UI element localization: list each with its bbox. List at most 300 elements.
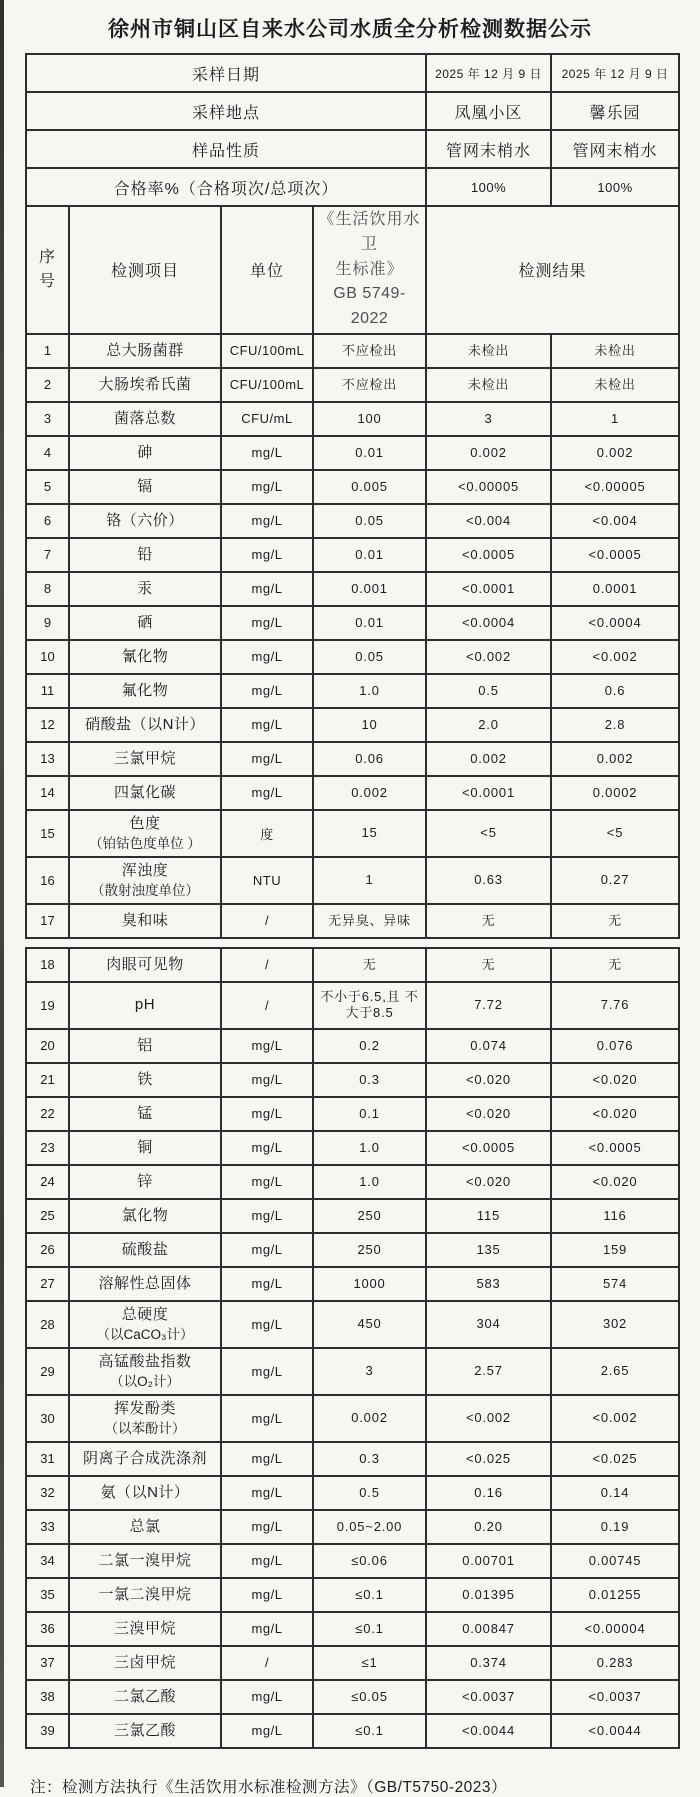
cell-result-2: 159 (551, 1233, 679, 1267)
cell-seq: 33 (26, 1510, 69, 1544)
cell-item-subline: （散射浊度单位） (91, 882, 199, 898)
result-row (26, 1395, 679, 1442)
cell-standard: 0.005 (313, 470, 426, 504)
sample-location-value-2: 馨乐园 (551, 92, 679, 130)
header-result: 检测结果 (426, 206, 679, 334)
cell-result-1: <0.020 (426, 1097, 551, 1131)
cell-result-1: 无 (426, 904, 551, 938)
result-row (26, 1646, 679, 1680)
result-row (26, 1476, 679, 1510)
cell-seq: 35 (26, 1578, 69, 1612)
result-row (26, 1131, 679, 1165)
cell-unit: NTU (221, 857, 313, 904)
cell-item: 三卤甲烷 (69, 1646, 221, 1680)
cell-item: 锌 (69, 1165, 221, 1199)
cell-result-2: <0.0037 (551, 1680, 679, 1714)
cell-standard: 0.001 (313, 572, 426, 606)
cell-seq: 2 (26, 368, 69, 402)
cell-result-1: 0.20 (426, 1510, 551, 1544)
cell-unit: mg/L (221, 1680, 313, 1714)
result-row (26, 948, 679, 982)
cell-standard: 15 (313, 810, 426, 857)
cell-standard: 1 (313, 857, 426, 904)
cell-result-1: 0.00847 (426, 1612, 551, 1646)
result-row (26, 606, 679, 640)
cell-item: 铝 (69, 1029, 221, 1063)
result-row (26, 640, 679, 674)
cell-unit: mg/L (221, 674, 313, 708)
cell-seq: 12 (26, 708, 69, 742)
results-body-lower (26, 948, 679, 1748)
cell-seq: 31 (26, 1442, 69, 1476)
cell-result-1: 未检出 (426, 368, 551, 402)
header-seq-line1: 序 (38, 248, 56, 266)
result-row (26, 904, 679, 938)
cell-item: 三氯甲烷 (69, 742, 221, 776)
cell-seq: 17 (26, 904, 69, 938)
result-row (26, 504, 679, 538)
cell-item: 氨（以N计） (69, 1476, 221, 1510)
cell-result-2: 0.19 (551, 1510, 679, 1544)
cell-seq: 6 (26, 504, 69, 538)
cell-result-1: 0.002 (426, 436, 551, 470)
cell-result-1: 0.01395 (426, 1578, 551, 1612)
pass-rate-label: 合格率%（合格项次/总项次） (26, 168, 426, 206)
cell-unit: mg/L (221, 1510, 313, 1544)
cell-item: 总硬度 （以CaCO₃计） (69, 1301, 221, 1348)
sample-location-label: 采样地点 (26, 92, 426, 130)
cell-item: 浑浊度 （散射浊度单位） (69, 857, 221, 904)
cell-item: 铜 (69, 1131, 221, 1165)
cell-result-2: 1 (551, 402, 679, 436)
cell-unit: mg/L (221, 742, 313, 776)
cell-unit: / (221, 948, 313, 982)
cell-standard: ≤0.1 (313, 1612, 426, 1646)
result-row (26, 1267, 679, 1301)
cell-standard: 0.002 (313, 776, 426, 810)
sample-nature-label: 样品性质 (26, 130, 426, 168)
result-row (26, 674, 679, 708)
cell-result-2: 2.65 (551, 1348, 679, 1395)
cell-item: 三氯乙酸 (69, 1714, 221, 1748)
cell-item: 镉 (69, 470, 221, 504)
cell-seq: 5 (26, 470, 69, 504)
cell-item: 菌落总数 (69, 402, 221, 436)
cell-item-subline: （以苯酚计） (104, 1420, 186, 1436)
cell-seq: 8 (26, 572, 69, 606)
method-note: 注：检测方法执行《生活饮用水标准检测方法》（GB/T5750-2023） (30, 1778, 508, 1796)
cell-seq: 38 (26, 1680, 69, 1714)
cell-item: 四氯化碳 (69, 776, 221, 810)
cell-result-1: <0.004 (426, 504, 551, 538)
cell-result-1: 115 (426, 1199, 551, 1233)
cell-unit: mg/L (221, 1612, 313, 1646)
cell-item: 砷 (69, 436, 221, 470)
cell-item: 色度 （铂钴色度单位 ） (69, 810, 221, 857)
result-row (26, 1165, 679, 1199)
cell-result-2: 7.76 (551, 982, 679, 1029)
cell-result-1: <0.0005 (426, 538, 551, 572)
cell-seq: 20 (26, 1029, 69, 1063)
cell-result-1: <0.0005 (426, 1131, 551, 1165)
cell-result-1: 304 (426, 1301, 551, 1348)
cell-unit: mg/L (221, 1029, 313, 1063)
cell-seq: 9 (26, 606, 69, 640)
cell-standard: ≤0.06 (313, 1544, 426, 1578)
cell-result-1: 3 (426, 402, 551, 436)
result-row (26, 1097, 679, 1131)
cell-item: 总氯 (69, 1510, 221, 1544)
cell-result-1: <5 (426, 810, 551, 857)
result-row (26, 402, 679, 436)
cell-result-2: <0.0005 (551, 538, 679, 572)
cell-result-1: <0.020 (426, 1063, 551, 1097)
result-row (26, 334, 679, 368)
cell-seq: 19 (26, 982, 69, 1029)
cell-seq: 34 (26, 1544, 69, 1578)
cell-result-2: 2.8 (551, 708, 679, 742)
cell-unit: mg/L (221, 538, 313, 572)
cell-seq: 14 (26, 776, 69, 810)
cell-standard: 0.01 (313, 538, 426, 572)
cell-seq: 15 (26, 810, 69, 857)
cell-result-2: 0.0002 (551, 776, 679, 810)
result-row (26, 1680, 679, 1714)
cell-seq: 39 (26, 1714, 69, 1748)
result-row (26, 742, 679, 776)
cell-unit: mg/L (221, 1131, 313, 1165)
cell-result-2: <0.0004 (551, 606, 679, 640)
cell-standard: 不应检出 (313, 368, 426, 402)
cell-unit: mg/L (221, 708, 313, 742)
result-row (26, 1510, 679, 1544)
cell-item: 硝酸盐（以N计） (69, 708, 221, 742)
result-row (26, 1199, 679, 1233)
results-body-upper (26, 334, 679, 938)
cell-standard: ≤0.05 (313, 1680, 426, 1714)
cell-seq: 3 (26, 402, 69, 436)
cell-standard: 0.01 (313, 606, 426, 640)
cell-seq: 36 (26, 1612, 69, 1646)
cell-item-subline: （以O₂计） (110, 1373, 180, 1389)
cell-item-subline: （以CaCO₃计） (96, 1326, 194, 1342)
cell-standard: 不应检出 (313, 334, 426, 368)
cell-item: 锰 (69, 1097, 221, 1131)
cell-result-2: 0.00745 (551, 1544, 679, 1578)
cell-seq: 18 (26, 948, 69, 982)
cell-result-1: 0.63 (426, 857, 551, 904)
header-item: 检测项目 (69, 206, 221, 334)
info-row-sample-date (26, 54, 679, 92)
cell-seq: 23 (26, 1131, 69, 1165)
cell-result-1: <0.0001 (426, 572, 551, 606)
cell-standard: 450 (313, 1301, 426, 1348)
cell-unit: CFU/100mL (221, 334, 313, 368)
info-row-sample-location (26, 92, 679, 130)
cell-unit: mg/L (221, 606, 313, 640)
cell-item: 高锰酸盐指数 （以O₂计） (69, 1348, 221, 1395)
header-unit: 单位 (221, 206, 313, 334)
cell-result-2: 0.0001 (551, 572, 679, 606)
cell-standard: 1.0 (313, 1131, 426, 1165)
cell-result-1: <0.002 (426, 1395, 551, 1442)
cell-item: 硫酸盐 (69, 1233, 221, 1267)
result-row (26, 538, 679, 572)
cell-standard: 0.05 (313, 640, 426, 674)
result-row (26, 810, 679, 857)
cell-result-2: <0.020 (551, 1063, 679, 1097)
cell-result-1: 0.5 (426, 674, 551, 708)
cell-item: 硒 (69, 606, 221, 640)
cell-result-2: <0.0044 (551, 1714, 679, 1748)
cell-result-2: 0.002 (551, 742, 679, 776)
cell-item: 氰化物 (69, 640, 221, 674)
cell-unit: CFU/100mL (221, 368, 313, 402)
sample-nature-value-2: 管网末梢水 (551, 130, 679, 168)
cell-result-1: <0.025 (426, 1442, 551, 1476)
result-row (26, 1063, 679, 1097)
cell-seq: 28 (26, 1301, 69, 1348)
cell-unit: mg/L (221, 1348, 313, 1395)
cell-unit: mg/L (221, 776, 313, 810)
cell-result-2: 无 (551, 904, 679, 938)
cell-item: pH (69, 982, 221, 1029)
cell-seq: 25 (26, 1199, 69, 1233)
cell-result-1: <0.002 (426, 640, 551, 674)
cell-result-2: 302 (551, 1301, 679, 1348)
cell-item: 二氯一溴甲烷 (69, 1544, 221, 1578)
result-row (26, 470, 679, 504)
cell-standard: 1.0 (313, 1165, 426, 1199)
cell-item: 铅 (69, 538, 221, 572)
cell-seq: 11 (26, 674, 69, 708)
cell-seq: 32 (26, 1476, 69, 1510)
sample-date-label: 采样日期 (26, 54, 426, 92)
cell-seq: 1 (26, 334, 69, 368)
cell-seq: 16 (26, 857, 69, 904)
cell-result-2: <0.025 (551, 1442, 679, 1476)
cell-result-1: 2.0 (426, 708, 551, 742)
cell-standard: 0.3 (313, 1063, 426, 1097)
cell-standard: 1000 (313, 1267, 426, 1301)
cell-standard: 0.002 (313, 1395, 426, 1442)
cell-result-2: <0.002 (551, 1395, 679, 1442)
cell-item: 二氯乙酸 (69, 1680, 221, 1714)
cell-result-1: 0.00701 (426, 1544, 551, 1578)
cell-standard: 100 (313, 402, 426, 436)
cell-unit: mg/L (221, 1395, 313, 1442)
cell-item: 臭和味 (69, 904, 221, 938)
cell-seq: 30 (26, 1395, 69, 1442)
cell-item: 铬（六价） (69, 504, 221, 538)
result-row (26, 982, 679, 1029)
cell-unit: / (221, 904, 313, 938)
info-row-sample-nature (26, 130, 679, 168)
cell-result-2: 0.6 (551, 674, 679, 708)
cell-item: 挥发酚类 （以苯酚计） (69, 1395, 221, 1442)
cell-standard: 0.5 (313, 1476, 426, 1510)
cell-unit: mg/L (221, 1301, 313, 1348)
cell-seq: 21 (26, 1063, 69, 1097)
cell-item: 溶解性总固体 (69, 1267, 221, 1301)
cell-result-2: 0.002 (551, 436, 679, 470)
cell-result-2: <0.00005 (551, 470, 679, 504)
cell-standard: 0.05 (313, 504, 426, 538)
cell-result-1: 0.074 (426, 1029, 551, 1063)
cell-result-1: 0.16 (426, 1476, 551, 1510)
cell-result-1: 0.002 (426, 742, 551, 776)
cell-unit: / (221, 982, 313, 1029)
cell-result-1: <0.00005 (426, 470, 551, 504)
cell-seq: 24 (26, 1165, 69, 1199)
cell-standard: 0.2 (313, 1029, 426, 1063)
cell-result-2: <0.020 (551, 1097, 679, 1131)
cell-unit: CFU/mL (221, 402, 313, 436)
cell-result-1: 7.72 (426, 982, 551, 1029)
cell-standard: 无 (313, 948, 426, 982)
result-row (26, 1544, 679, 1578)
table-header-row (26, 206, 679, 334)
cell-result-2: <0.004 (551, 504, 679, 538)
cell-result-1: 未检出 (426, 334, 551, 368)
result-row (26, 1348, 679, 1395)
cell-unit: mg/L (221, 1476, 313, 1510)
cell-result-2: <5 (551, 810, 679, 857)
cell-seq: 13 (26, 742, 69, 776)
cell-unit: 度 (221, 810, 313, 857)
scan-edge-artifact (0, 0, 4, 1787)
cell-item: 三溴甲烷 (69, 1612, 221, 1646)
water-quality-table-upper (25, 53, 680, 939)
cell-seq: 22 (26, 1097, 69, 1131)
cell-result-1: <0.020 (426, 1165, 551, 1199)
cell-unit: mg/L (221, 572, 313, 606)
water-quality-table-lower (25, 947, 680, 1749)
cell-unit: / (221, 1646, 313, 1680)
cell-result-2: 116 (551, 1199, 679, 1233)
cell-result-1: <0.0044 (426, 1714, 551, 1748)
result-row (26, 776, 679, 810)
cell-unit: mg/L (221, 1165, 313, 1199)
cell-item: 阴离子合成洗涤剂 (69, 1442, 221, 1476)
result-row (26, 1612, 679, 1646)
cell-unit: mg/L (221, 1714, 313, 1748)
cell-result-2: 0.14 (551, 1476, 679, 1510)
sample-date-value-2: 2025 年 12 月 9 日 (551, 54, 679, 92)
cell-unit: mg/L (221, 1544, 313, 1578)
pass-rate-value-2: 100% (551, 168, 679, 206)
cell-standard: 0.3 (313, 1442, 426, 1476)
cell-standard: 250 (313, 1233, 426, 1267)
cell-seq: 37 (26, 1646, 69, 1680)
cell-unit: mg/L (221, 640, 313, 674)
cell-standard: 0.05~2.00 (313, 1510, 426, 1544)
cell-result-2: <0.00004 (551, 1612, 679, 1646)
result-row (26, 1029, 679, 1063)
cell-unit: mg/L (221, 1578, 313, 1612)
cell-result-2: <0.0005 (551, 1131, 679, 1165)
cell-result-1: <0.0037 (426, 1680, 551, 1714)
cell-unit: mg/L (221, 504, 313, 538)
cell-standard: 3 (313, 1348, 426, 1395)
cell-result-1: 583 (426, 1267, 551, 1301)
sample-date-value-1: 2025 年 12 月 9 日 (426, 54, 551, 92)
cell-item: 肉眼可见物 (69, 948, 221, 982)
cell-unit: mg/L (221, 470, 313, 504)
result-row (26, 1301, 679, 1348)
header-seq-line2: 号 (38, 272, 56, 290)
cell-result-2: <0.002 (551, 640, 679, 674)
cell-standard: 0.06 (313, 742, 426, 776)
cell-seq: 7 (26, 538, 69, 572)
cell-result-1: 0.374 (426, 1646, 551, 1680)
cell-result-2: 574 (551, 1267, 679, 1301)
cell-result-1: <0.0004 (426, 606, 551, 640)
cell-item-subline: （铂钴色度单位 ） (89, 835, 201, 851)
header-standard-gb-code: GB 5749-2022 (333, 285, 406, 328)
cell-unit: mg/L (221, 1199, 313, 1233)
header-standard (313, 206, 426, 334)
cell-standard: 10 (313, 708, 426, 742)
cell-standard: 无异臭、异味 (313, 904, 426, 938)
cell-result-1: 135 (426, 1233, 551, 1267)
cell-result-2: 0.283 (551, 1646, 679, 1680)
cell-result-2: 未检出 (551, 334, 679, 368)
cell-unit: mg/L (221, 436, 313, 470)
sample-nature-value-1: 管网末梢水 (426, 130, 551, 168)
header-standard-line2: 生标准》 (335, 260, 404, 278)
result-row (26, 436, 679, 470)
header-seq (26, 206, 69, 334)
cell-result-2: <0.020 (551, 1165, 679, 1199)
cell-unit: mg/L (221, 1097, 313, 1131)
cell-item: 大肠埃希氏菌 (69, 368, 221, 402)
cell-standard: 1.0 (313, 674, 426, 708)
result-row (26, 572, 679, 606)
cell-unit: mg/L (221, 1233, 313, 1267)
result-row (26, 368, 679, 402)
cell-item: 一氯二溴甲烷 (69, 1578, 221, 1612)
cell-seq: 10 (26, 640, 69, 674)
cell-standard: 250 (313, 1199, 426, 1233)
sample-location-value-1: 凤凰小区 (426, 92, 551, 130)
cell-result-2: 未检出 (551, 368, 679, 402)
cell-result-2: 0.27 (551, 857, 679, 904)
cell-item: 汞 (69, 572, 221, 606)
cell-seq: 29 (26, 1348, 69, 1395)
cell-standard: 0.1 (313, 1097, 426, 1131)
cell-unit: mg/L (221, 1442, 313, 1476)
cell-result-1: 无 (426, 948, 551, 982)
result-row (26, 1442, 679, 1476)
cell-seq: 27 (26, 1267, 69, 1301)
cell-result-2: 0.01255 (551, 1578, 679, 1612)
pass-rate-value-1: 100% (426, 168, 551, 206)
result-row (26, 1233, 679, 1267)
result-row (26, 1578, 679, 1612)
result-row (26, 708, 679, 742)
cell-standard: ≤0.1 (313, 1578, 426, 1612)
cell-item: 铁 (69, 1063, 221, 1097)
cell-standard: 0.01 (313, 436, 426, 470)
cell-result-2: 无 (551, 948, 679, 982)
cell-result-1: <0.0001 (426, 776, 551, 810)
cell-standard: ≤1 (313, 1646, 426, 1680)
cell-result-1: 2.57 (426, 1348, 551, 1395)
cell-standard: ≤0.1 (313, 1714, 426, 1748)
cell-seq: 26 (26, 1233, 69, 1267)
cell-item: 氯化物 (69, 1199, 221, 1233)
